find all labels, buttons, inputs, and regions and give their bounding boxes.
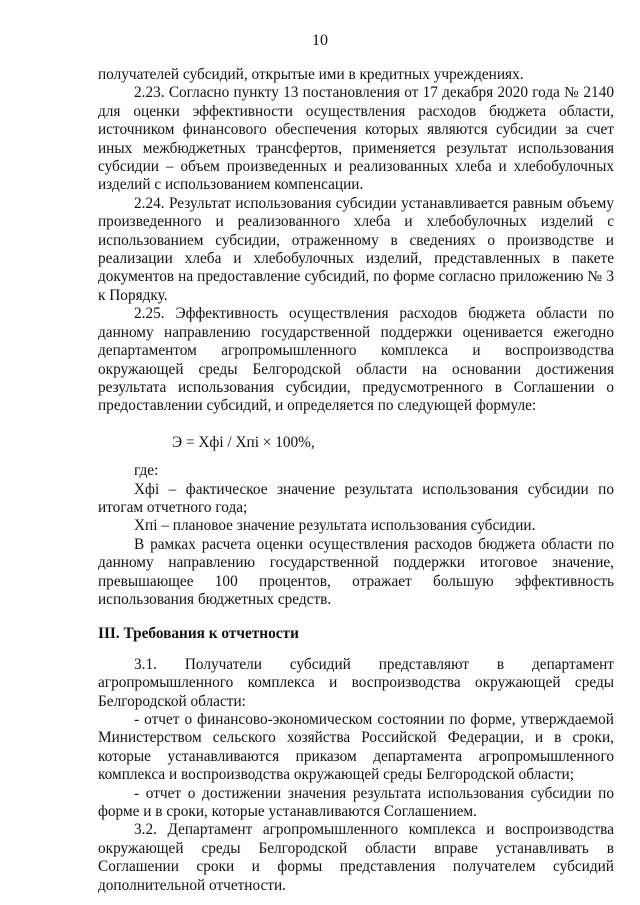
efficiency-formula: Э = Хфi / Хпi × 100%, — [172, 433, 315, 451]
paragraph-2-25: 2.25. Эффективность осуществления расходов бюджета области по данному направлению государственной поддержки оценивается ежегодно департаментом агропромышленного комплекса и воспроизводства окружающей среды Белгородской области на основании достижения результата использования субсидии, предусмотренного в Соглашении о предоставлении субсидий, и определяется по следующей формуле: — [98, 305, 614, 415]
bullet-result-report: - отчет о достижении значения результата использования субсидии по форме и в сроки, которые устанавливаются Соглашением. — [98, 784, 614, 821]
definition-actual-value: Хфi – фактическое значение результата использования субсидии по итогам отчетного года; — [98, 480, 614, 516]
paragraph-2-24: 2.24. Результат использования субсидии устанавливается равным объему произведенного и реализованного хлеба и хлебобулочных изделий с использованием субсидии, отраженному в сведениях о производстве и реализации хлеба и хлебобулочных изделий, представленных в пакете документов на предоставление субсидий, по форме согласно приложению № 3 к Порядку. — [98, 194, 614, 304]
paragraph-continuation: получателей субсидий, открытые ими в кредитных учреждениях. — [98, 66, 524, 83]
bullet-financial-report: - отчет о финансово-экономическом состоянии по форме, утверждаемой Министерством сельского хозяйства Российской Федерации, и в сроки, которые устанавливаются приказом департамента агропромышленного комплекса и воспроизводства окружающей среды Белгородской области; — [98, 711, 614, 784]
document-body — [98, 66, 614, 895]
paragraph-3-1: 3.1. Получатели субсидий представляют в департамент агропромышленного комплекса и воспроизводства окружающей среды Белгородской области: — [98, 655, 614, 710]
paragraph-calculation-note: В рамках расчета оценки осуществления расходов бюджета области по данному направлению государственной поддержки итоговое значение, превышающее 100 процентов, отражает большую эффективность использования бюджетных средств. — [98, 535, 614, 608]
definition-planned-value: Хпi – плановое значение результата использования субсидии. — [134, 517, 536, 535]
paragraph-3-2: 3.2. Департамент агропромышленного комплекса и воспроизводства окружающей среды Белгородской области вправе устанавливать в Соглашении сроки и формы представления получателем субсидий дополнительной отчетности. — [98, 821, 614, 894]
formula-where-label: где: — [134, 462, 159, 480]
paragraph-2-23: 2.23. Согласно пункту 13 постановления от 17 декабря 2020 года № 2140 для оценки эффективности осуществления расходов бюджета области, источником финансового обеспечения которых являются субсидии за счет иных межбюджетных трансфертов, применяется результат использования субсидии – объем произведенных и реализованных хлеба и хлебобулочных изделий с использованием компенсации. — [98, 84, 614, 194]
section-heading-reporting: III. Требования к отчетности — [98, 625, 299, 643]
page-number: 10 — [312, 32, 328, 49]
